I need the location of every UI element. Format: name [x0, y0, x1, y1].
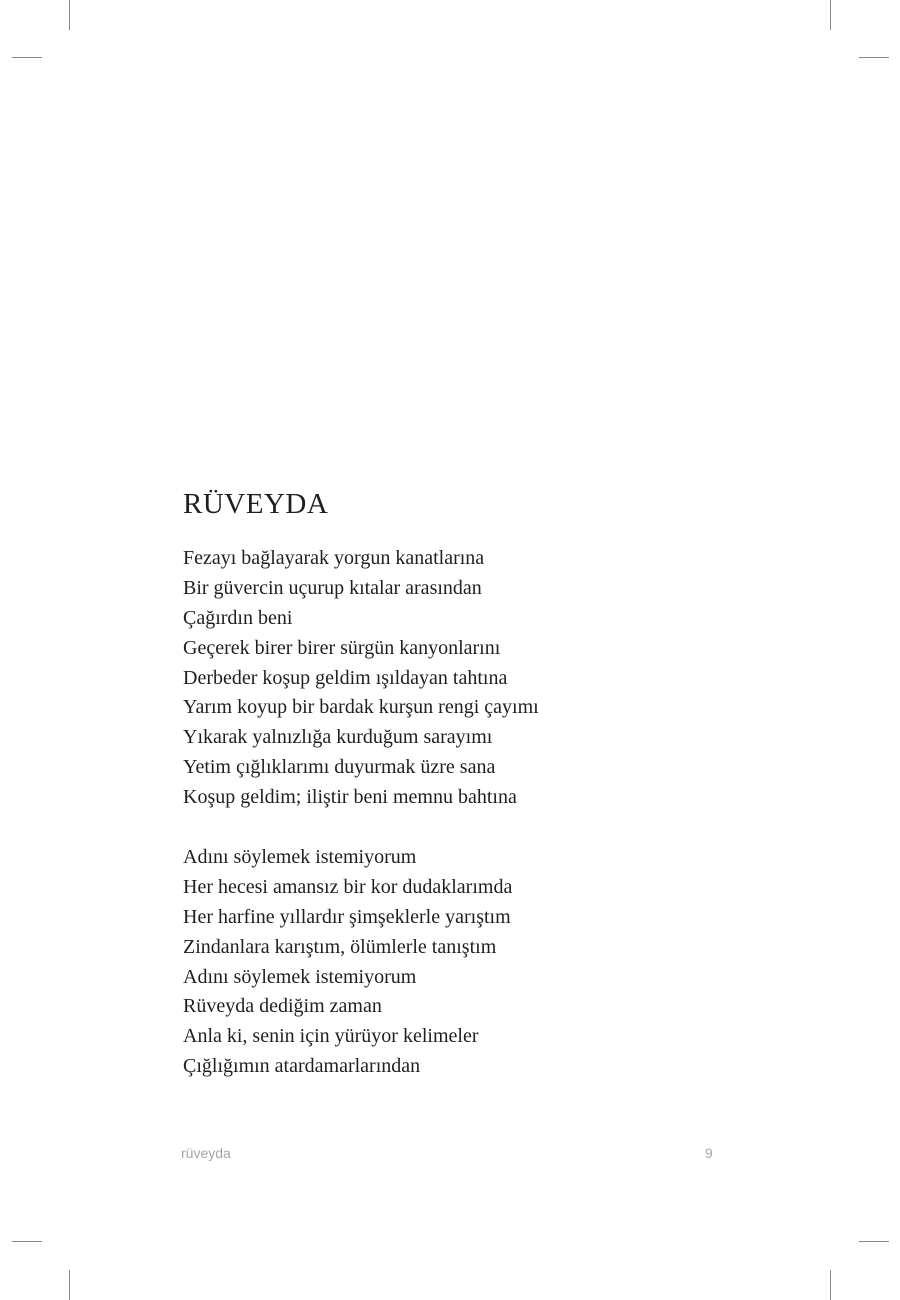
crop-mark-top-right-horizontal	[859, 57, 889, 58]
crop-mark-top-left-horizontal	[12, 57, 42, 58]
poem-line: Yıkarak yalnızlığa kurduğum sarayımı	[183, 726, 493, 749]
poem-title: RÜVEYDA	[183, 488, 329, 520]
poem-line: Koşup geldim; iliştir beni memnu bahtına	[183, 786, 517, 809]
poem-line: Her hecesi amansız bir kor dudaklarımda	[183, 875, 513, 898]
poem-line: Derbeder koşup geldim ışıldayan tahtına	[183, 666, 508, 689]
poem-line: Rüveyda dediğim zaman	[183, 995, 382, 1018]
poem-line: Her harfine yıllardır şimşeklerle yarıştım	[183, 905, 511, 928]
poem-line: Yarım koyup bir bardak kurşun rengi çayımı	[183, 696, 539, 719]
poem-line: Bir güvercin uçurup kıtalar arasından	[183, 576, 482, 599]
crop-mark-bottom-left-horizontal	[12, 1241, 42, 1242]
page-number: 9	[705, 1145, 713, 1161]
poem-line: Çığlığımın atardamarlarından	[183, 1055, 421, 1078]
crop-mark-bottom-right	[830, 1270, 831, 1300]
poem-line: Geçerek birer birer sürgün kanyonlarını	[183, 636, 501, 659]
poem-line: Adını söylemek istemiyorum	[183, 965, 417, 988]
stanza-1	[183, 544, 539, 813]
crop-mark-top-right	[830, 0, 831, 30]
poem-body	[183, 544, 539, 1112]
poem-line: Yetim çığlıklarımı duyurmak üzre sana	[183, 756, 496, 779]
crop-mark-bottom-right-horizontal	[859, 1241, 889, 1242]
poem-line: Zindanlara karıştım, ölümlerle tanıştım	[183, 935, 497, 958]
running-title: rüveyda	[181, 1145, 231, 1161]
poem-line: Anla ki, senin için yürüyor kelimeler	[183, 1025, 479, 1048]
poem-line: Adını söylemek istemiyorum	[183, 846, 417, 869]
poem-line: Çağırdın beni	[183, 606, 293, 629]
crop-mark-top-left	[69, 0, 70, 30]
stanza-2	[183, 843, 539, 1082]
poem-line: Fezayı bağlayarak yorgun kanatlarına	[183, 547, 485, 569]
crop-mark-bottom-left	[69, 1270, 70, 1300]
